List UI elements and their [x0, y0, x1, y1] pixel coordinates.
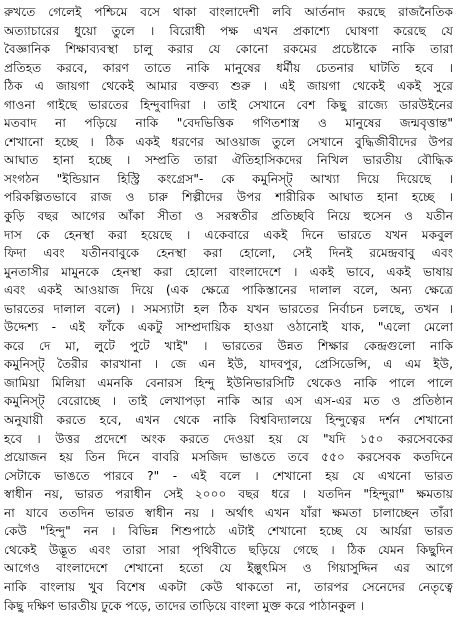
text-line: কেউ "হিন্দু" নন । বিভিন্ন শিশুপাঠে এটাই শেখানো হচ্ছে যে আর্যরা ভারত: [4, 524, 453, 539]
text-line: অত্যাচারের ধুয়ো তুলে । বিরোধী পক্ষ এখন প্রকাশ্যে ঘোষণা করেছে যে: [4, 23, 453, 38]
text-line: ঠিক এ জায়গা থেকেই আমার বক্তব্য শুরু । এই জায়গা থেকেই একই সুরে: [4, 79, 453, 94]
text-line: গাওনা গাইছে ভারতের হিন্দুবাদিরা । তাই সেখানে বেশ কিছু রাজ্যে ডারউইনের: [4, 97, 453, 112]
text-line: মুনতাসীর মামুনকে হেনস্থা করা হোলো বাংলাদেশে । একই ভাবে, একই ভাষায়: [4, 264, 453, 279]
text-line: সেটাকে ভাঙতে পারবে ?" - এই বলে । শেখানো হয় যে এখনো ভারত: [4, 468, 453, 483]
text-line: শেখানো হচ্ছে । ঠিক একই ধরণের আওয়াজ তুলে সেখানে বুদ্ধিজীবীদের উপর: [4, 134, 453, 149]
text-line: মতবাদ না পড়িয়ে নাকি "বেদভিত্তিক গণিতশাস্ত্র ও মানুষের জন্মবৃত্তান্ত": [4, 116, 453, 131]
text-line: কুড়ি বছর আগের আঁকা সীতা ও সরস্বতীর প্রতিচ্ছবি নিয়ে হুসেন ও যতীন: [4, 209, 453, 224]
text-line: আগেও বাংলাদেশে শেখানো হতো যে ইল্তুৎমিস ও গিয়াসুদ্দিন এর আগে: [4, 561, 453, 576]
text-line: বৈজ্ঞানিক শিক্ষাব্যবস্থা চালু করার যে কোনো রকমের প্রচেষ্টাকে নাকি তারা: [4, 42, 453, 57]
text-line: করে দে মা, লুটে পুটে খাই" । ভারতের উন্নত শিক্ষার কেন্দ্রগুলো নাকি: [4, 338, 453, 353]
text-line: থেকেই উদ্ভূত এবং তারা সারা পৃথিবীতে ছড়িয়ে গেছে । ঠিক যেমন কিছুদিন: [4, 542, 453, 557]
text-line: রুখতে গেলেই পশ্চিমে বসে থাকা বাংলাদেশী লবি আর্তনাদ করছে রাজনৈতিক: [4, 5, 453, 19]
text-line: নাকি বাংলায় খুব বিশেষ একটা কেউ থাকতো না, তারপর সেনেদের নেতৃত্বে: [4, 579, 453, 594]
text-line: কিছু দক্ষিণ ভারতীয় ঢুকে পড়ে, তাদের তাড়িয়ে বাংলা মুক্ত করে পাঠানকুল ।: [4, 598, 364, 613]
text-line: হবে । উত্তর প্রদেশে অংক করতে দেওয়া হয় যে "যদি ১৫০ করসেবকের: [4, 431, 453, 446]
text-line: পরিকল্পিতভাবে রাজ ও চারু শিল্পীদের উপর শারীরিক আঘাত হানা হচ্ছে ।: [4, 190, 453, 205]
text-line: না যাবে ততদিন ভারত স্বাধীন নয় । অর্থাৎ এখন যাঁরা ক্ষমতা চালাচ্ছেন তাঁরা: [4, 505, 453, 520]
text-line: সংগঠন "ইন্ডিয়ান হিস্ট্রি কংগ্রেস"- কে কমুনিস্ট্ আখ্যা দিয়ে দিয়েছে ।: [4, 171, 453, 186]
text-line: স্বাধীন নয়, ভারত পরাধীন সেই ২০০০ বছর ধরে । যতদিন "হিন্দুরা" ক্ষমতায়: [4, 487, 453, 502]
text-line: প্রয়োজন হয় তিন দিনে বাবরি মসজিদ ভাঙতে তবে ৫৫০ করসেবক কতদিনে: [4, 450, 453, 465]
text-line: জামিয়া মিলিয়া এমনকি বেনারস হিন্দু ইউনিভারসিটি থেকেও নাকি পালে পালে: [4, 375, 453, 390]
body-text: [4, 3, 453, 615]
text-line: প্রতিহত করবে, কারণ তাতে নাকি মানুষের ধর্মীয় চেতনার ঘাটতি হবে ।: [4, 60, 453, 75]
text-line: এবং একই আওয়াজ দিয়ে (এক ক্ষেত্রে পাকিস্তানের দালাল বলে, অন্য ক্ষেত্রে: [4, 283, 453, 298]
text-line: ভারতের দালাল বলে) । সমস্যাটা হল ঠিক যখন ভারতের নির্বাচন চলছে, তখন ।: [4, 301, 453, 316]
text-line: কমুনিস্ট্ বেরোচ্ছে । তাই লেখাপড়া নাকি আর এস এস-এর মত ও প্রতিষ্ঠান: [4, 394, 453, 409]
text-line: কমুনিস্ট্ তৈরীর কারখানা । জে এন ইউ, যাদবপুর, প্রেসিডেন্সি, এ এম ইউ,: [4, 357, 453, 372]
text-line: ফিদা এবং যতীনবাবুকে হেনস্থা করা হোলো, সেই দিনই রমেন্দ্রবাবু এবং: [4, 246, 453, 261]
text-line: আঘাত হানা হচ্ছে । সম্প্রতি তারা ঐতিহাসিকদের নিখিল ভারতীয় বৌদ্ধিক: [4, 153, 453, 168]
text-line: উদ্দেশ্য - এই ফাঁকে একটু সাম্প্রদায়িক হাওয়া ওঠানোই যাক, "এলো মেলো: [4, 320, 453, 335]
text-line: অনুযায়ী করতে হবে, এখন থেকে নাকি বিশ্ববিদ্যালয়ে হিন্দুত্বের দর্শন শেখানো: [4, 413, 453, 428]
text-line: দাস কে হেনস্থা করা হয়েছে । একেবারে একই দিনে ভারতে যখন মকবুল: [4, 227, 453, 242]
